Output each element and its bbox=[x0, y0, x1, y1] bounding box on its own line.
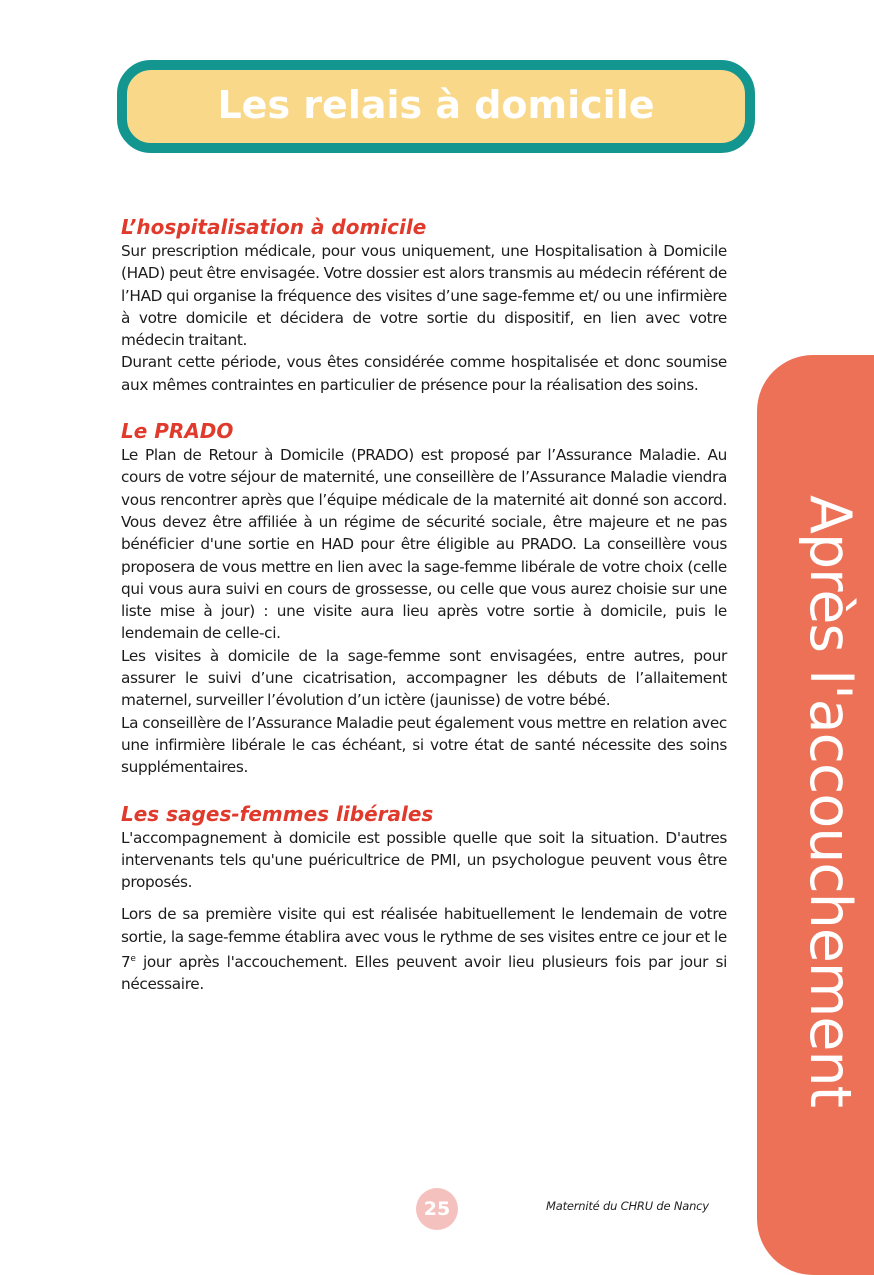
footer-source: Maternité du CHRU de Nancy bbox=[546, 1199, 709, 1213]
page-number-badge: 25 bbox=[416, 1188, 458, 1230]
section-hospitalisation-domicile bbox=[121, 214, 727, 396]
paragraph: La conseillère de l’Assurance Maladie peut également vous mettre en relation avec une infirmière libérale le cas échéant, si votre état de santé nécessite des soins supplémentaires. bbox=[121, 713, 727, 777]
paragraph: Les visites à domicile de la sage-femme sont envisagées, entre autres, pour assurer le suivi d’une cicatrisation, accompagner les débuts de l’allaitement maternel, surveiller l’évolution d’un ictère (jaunisse) de votre bébé. bbox=[121, 646, 727, 710]
title-banner bbox=[117, 60, 755, 153]
paragraph-text: Lors de sa première visite qui est réalisée habituellement le lendemain de votre sortie, la sage-femme établira avec vous le rythme de ses visites entre ce jour et le 7 bbox=[121, 905, 727, 972]
paragraph-text: jour après l'accouchement. Elles peuvent avoir lieu plusieurs fois par jour si nécessaire. bbox=[121, 953, 727, 994]
chapter-side-label: Après l'accouchement bbox=[797, 495, 863, 1107]
paragraph: L'accompagnement à domicile est possible quelle que soit la situation. D'autres intervenants tels qu'une puéricultrice de PMI, un psychologue peuvent vous être proposés. bbox=[121, 828, 727, 892]
section-sages-femmes-liberales bbox=[121, 801, 727, 996]
paragraph bbox=[121, 903, 727, 995]
paragraph: Le Plan de Retour à Domicile (PRADO) est proposé par l’Assurance Maladie. Au cours de votre séjour de maternité, une conseillère de l’Assurance Maladie viendra vous rencontrer après que l’équipe médicale de la maternité ait donné son accord. Vous devez être affiliée à un régime de sécurité sociale, être majeure et ne pas bénéficier d'une sortie en HAD pour être éligible au PRADO. La conseillère vous proposera de vous mettre en lien avec la sage-femme libérale de votre choix (celle qui vous aura suivi en cours de grossesse, ou celle que vous aurez choisie sur une liste mise à jour) : une visite aura lieu après votre sortie à domicile, puis le lendemain de celle-ci. bbox=[121, 446, 727, 643]
page-title: Les relais à domicile bbox=[217, 82, 655, 127]
paragraph: Durant cette période, vous êtes considérée comme hospitalisée et donc soumise aux mêmes contraintes en particulier de présence pour la réalisation des soins. bbox=[121, 353, 727, 394]
section-heading: Les sages-femmes libérales bbox=[121, 801, 434, 826]
paragraph: Sur prescription médicale, pour vous uniquement, une Hospitalisation à Domicile (HAD) peut être envisagée. Votre dossier est alors transmis au médecin référent de l’HAD qui organise la fréquence des visites d’une sage-femme et/ ou une infirmière à votre domicile et décidera de votre sortie du dispositif, en lien avec votre médecin traitant. bbox=[121, 242, 727, 350]
main-content bbox=[121, 214, 727, 1018]
ordinal-superscript: e bbox=[130, 954, 136, 965]
section-prado bbox=[121, 418, 727, 778]
section-heading: Le PRADO bbox=[121, 419, 234, 444]
section-heading: L’hospitalisation à domicile bbox=[121, 215, 427, 239]
